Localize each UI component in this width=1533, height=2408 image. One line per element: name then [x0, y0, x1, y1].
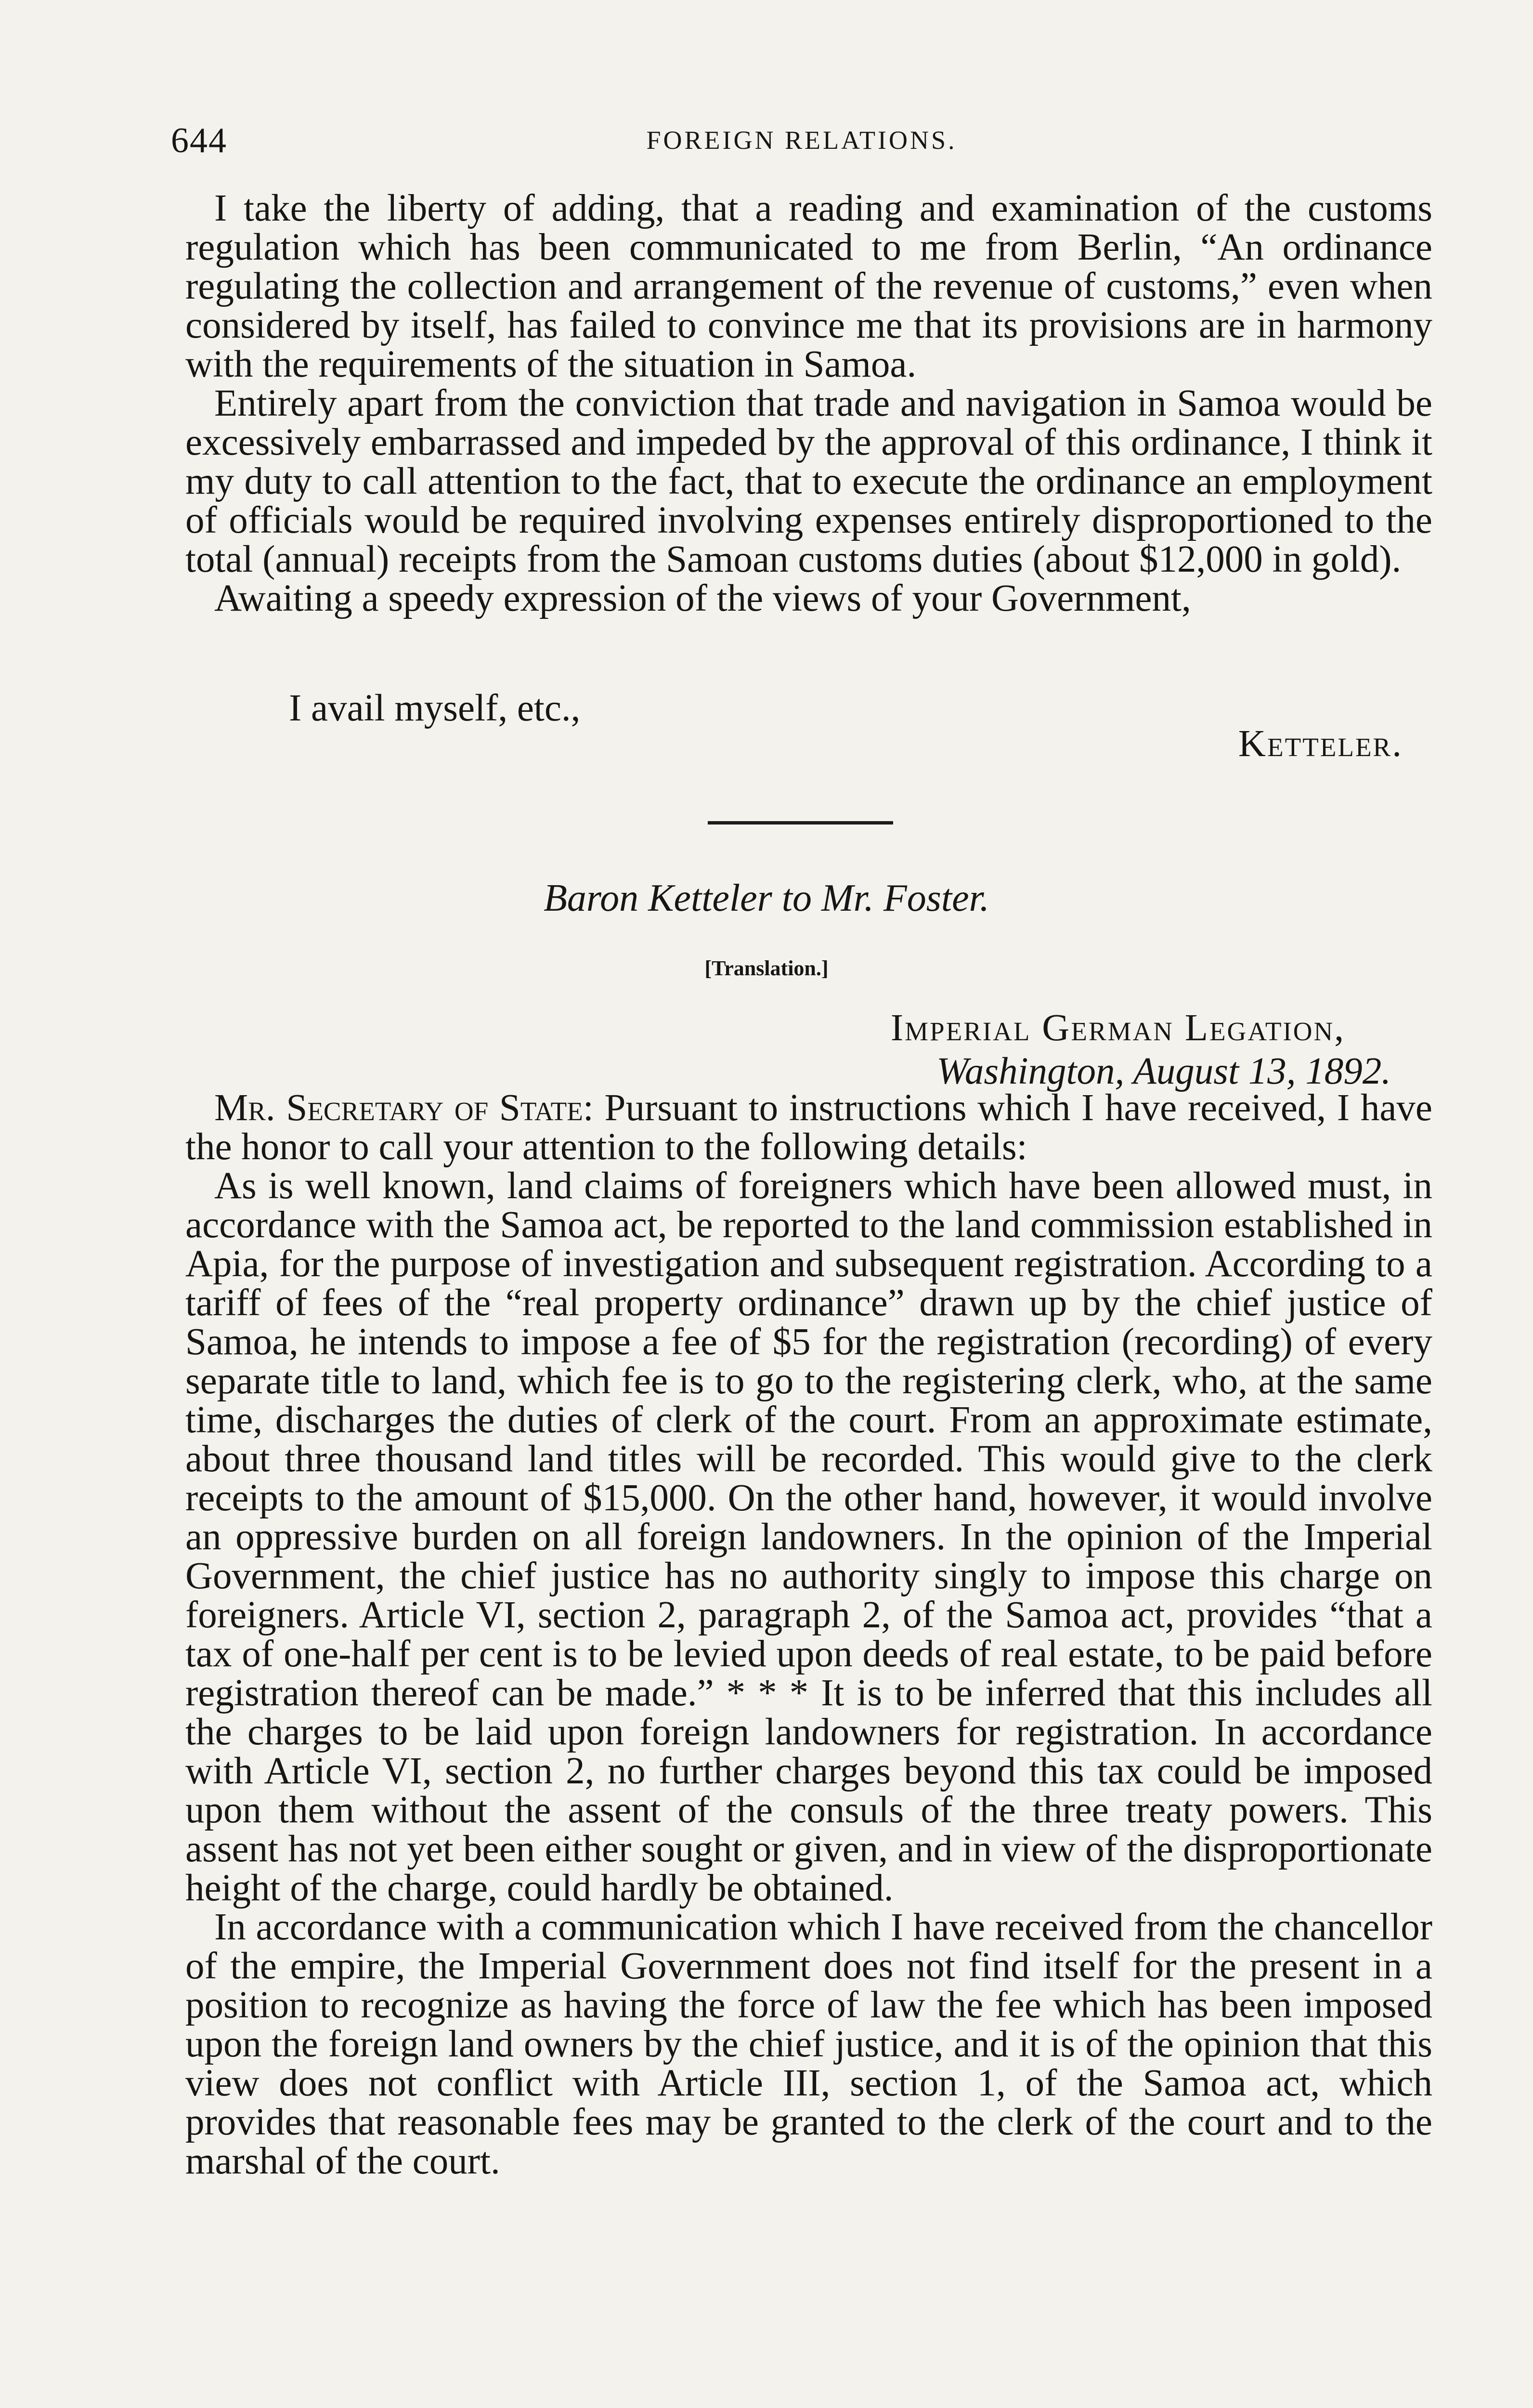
document-heading: Baron Ketteler to Mr. Foster. — [544, 877, 989, 919]
page-header — [171, 120, 1432, 164]
signature: Ketteler. — [1238, 723, 1403, 765]
paragraph: Awaiting a speedy expression of the views of your Government, — [214, 577, 1191, 619]
legation-name: Imperial German Legation, — [890, 1007, 1345, 1049]
dateline: Washington, August 13, 1892. — [936, 1050, 1391, 1092]
running-head: FOREIGN RELATIONS. — [646, 126, 957, 155]
paragraph: Entirely apart from the conviction that trade and navigation in Samoa would be excessively embarrassed and impeded by the approval of this ordinance, I think it my duty to call attention to the fact, that to execute the ordinance an employment of officials would be required involving expenses entirely disproportioned to the total (annual) receipts from the Samoan customs duties (about $12,000 in gold). — [185, 382, 1432, 580]
letter-body-top — [185, 189, 1432, 618]
salutation: Mr. Secretary of State: — [214, 1087, 594, 1129]
salutation-paragraph — [185, 1088, 1432, 1166]
section-divider — [708, 821, 893, 824]
paragraph: I take the liberty of adding, that a reading and examination of the customs regulation which has been communicated to me from Berlin, “An ordinance regulating the collection and arrangement of the revenue of customs,” even when considered by itself, has failed to convince me that its provisions are in harmony with the requirements of the situation in Samoa. — [185, 187, 1432, 385]
letter-body-bottom — [185, 1088, 1432, 2181]
salutation-text: Pursuant to instructions which I have received, I have the honor to call your attention to the following details: — [185, 1087, 1432, 1168]
paragraph: In accordance with a communication which I have received from the chancellor of the empire, the Imperial Government does not find itself for the present in a position to recognize as having the force of law the fee which has been imposed upon the foreign land owners by the chief justice, and it is of the opinion that this view does not conflict with Article III, section 1, of the Samoa act, which provides that reasonable fees may be granted to the clerk of the court and to the marshal of the court. — [185, 1906, 1432, 2182]
translation-note: [Translation.] — [704, 956, 829, 980]
paragraph: As is well known, land claims of foreigners which have been allowed must, in accordance with the Samoa act, be reported to the land commission established in Apia, for the purpose of investigation and subsequent registration. According to a tariff of fees of the “real property ordinance” drawn up by the chief justice of Samoa, he intends to impose a fee of $5 for the registration (recording) of every separate title to land, which fee is to go to the registering clerk, who, at the same time, discharges the duties of clerk of the court. From an approximate estimate, about three thousand land titles will be recorded. This would give to the clerk receipts to the amount of $15,000. On the other hand, however, it would involve an oppressive burden on all foreign landowners. In the opinion of the Imperial Government, the chief justice has no authority singly to impose this charge on foreigners. Article VI, section 2, paragraph 2, of the Samoa act, provides “that a tax of one-half per cent is to be levied upon deeds of real estate, to be paid before registration thereof can be made.” * * * It is to be inferred that this includes all the charges to be laid upon foreign landowners for registration. In accordance with Article VI, section 2, no further charges beyond this tax could be imposed upon them without the assent of the consuls of the three treaty powers. This assent has not yet been either sought or given, and in view of the disproportionate height of the charge, could hardly be obtained. — [185, 1165, 1432, 1909]
closing-line: I avail myself, etc., — [289, 687, 581, 729]
page-number: 644 — [171, 121, 227, 160]
